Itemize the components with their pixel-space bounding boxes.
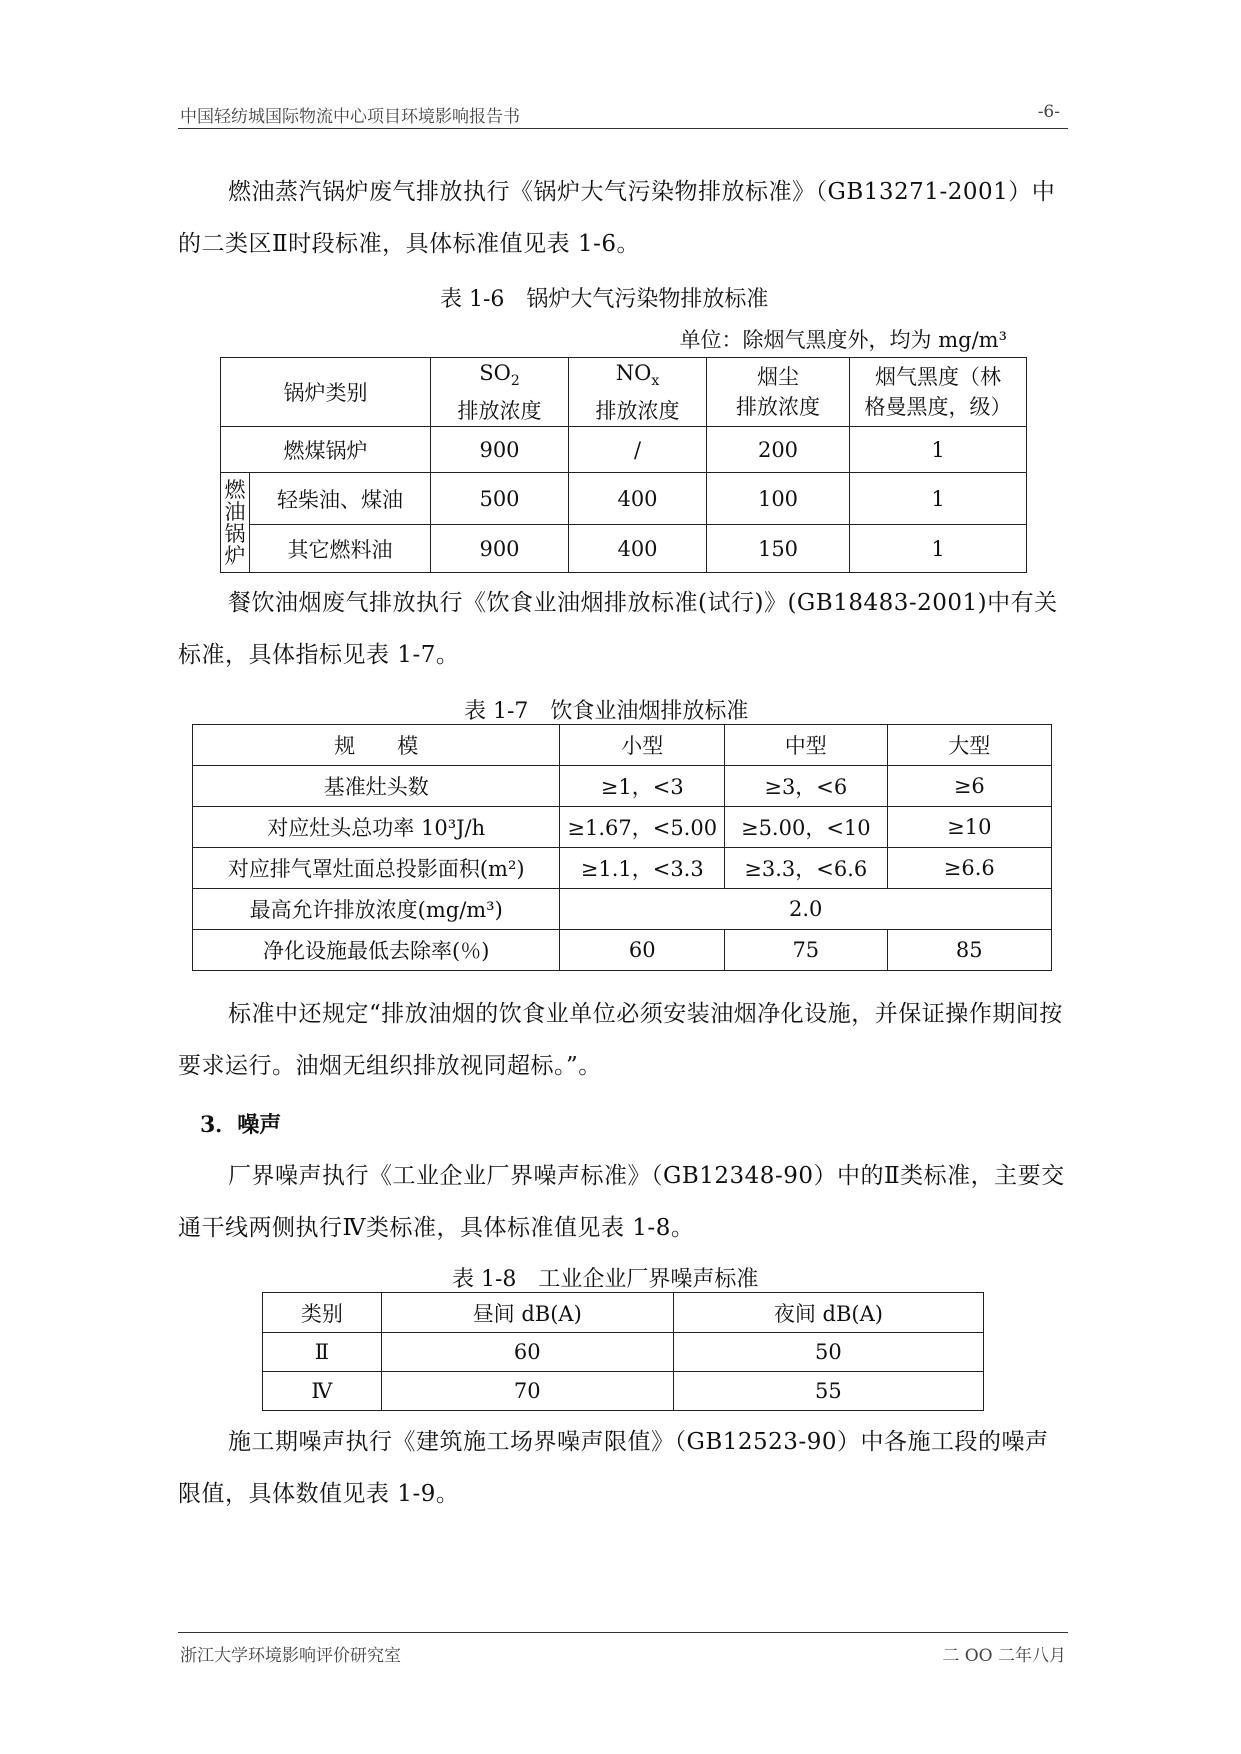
footer-date: 二 OO 二年八月 [942,1646,1066,1666]
table-1-8-caption: 表 1-8 工业企业厂界噪声标准 [452,1267,759,1292]
header-boiler-type: 锅炉类别 [221,358,431,427]
table-row [263,1372,984,1411]
row-label: 最高允许排放浓度(mg/m³) [193,889,560,930]
cell-medium: ≥3.3，<6.6 [725,848,888,889]
table-row [193,807,1052,848]
page-footer [178,1632,1068,1666]
cell-nox: / [569,427,707,473]
header-smoke-blackness: 烟气黑度（林 格曼黑度，级） [850,358,1027,427]
cell-medium: ≥3，<6 [725,766,888,807]
header-nighttime: 夜间 dB(A) [673,1293,983,1333]
cell-category: Ⅳ [263,1372,382,1411]
header-small: 小型 [560,725,725,766]
cell-small: ≥1.1，<3.3 [560,848,725,889]
paragraph-construction-noise: 施工期噪声执行《建筑施工场界噪声限值》（GB12523-90）中各施工段的噪声限值，具体数值见表 1-9。 [178,1429,1049,1507]
table-1-7-caption: 表 1-7 饮食业油烟排放标准 [464,699,749,724]
row-name: 燃煤锅炉 [221,427,431,473]
table-1-8 [262,1292,984,1411]
oil-boiler-group-label: 燃 油 锅 炉 [221,473,250,573]
cell-day: 70 [381,1372,673,1411]
cell-dust: 100 [707,473,850,525]
paragraph-boundary-noise: 厂界噪声执行《工业企业厂界噪声标准》（GB12348-90）中的Ⅱ类标准，主要交通干线两侧执行Ⅳ类标准，具体标准值见表 1-8。 [178,1163,1065,1241]
cell-black: 1 [850,525,1027,573]
cell-small: 60 [560,930,725,971]
cell-night: 55 [673,1372,983,1411]
header-large: 大型 [887,725,1051,766]
cell-medium: 75 [725,930,888,971]
cell-so2: 900 [431,427,569,473]
footer-organization: 浙江大学环境影响评价研究室 [180,1646,401,1666]
cell-large: ≥6 [887,766,1051,807]
table-row [221,525,1027,573]
cell-small: ≥1，<3 [560,766,725,807]
row-name: 其它燃料油 [250,525,431,573]
table-1-7-header-row [193,725,1052,766]
paragraph-cooking-fume: 餐饮油烟废气排放执行《饮食业油烟排放标准(试行)》(GB18483-2001)中有关标准，具体指标见表 1-7。 [178,590,1058,668]
row-label: 基准灶头数 [193,766,560,807]
row-label: 对应灶头总功率 10³J/h [193,807,560,848]
header-dust: 烟尘 排放浓度 [707,358,850,427]
page-header [178,96,1068,129]
cell-max-concentration: 2.0 [560,889,1052,930]
section-heading-noise: 3．噪声 [200,1112,282,1138]
header-category: 类别 [263,1293,382,1333]
cell-so2: 900 [431,525,569,573]
header-scale: 规 模 [193,725,560,766]
header-daytime: 昼间 dB(A) [381,1293,673,1333]
table-row [221,427,1027,473]
paragraph-standard-note: 标准中还规定“排放油烟的饮食业单位必须安装油烟净化设施，并保证操作期间按要求运行。油烟无组织排放视同超标。”。 [178,1001,1063,1079]
cell-so2: 500 [431,473,569,525]
table-row [221,473,1027,525]
table-row [193,848,1052,889]
page-number: -6- [1037,102,1060,122]
row-label: 对应排气罩灶面总投影面积(m²) [193,848,560,889]
table-1-6 [220,357,1027,573]
cell-large: 85 [887,930,1051,971]
table-1-7 [192,724,1052,971]
table-1-8-header-row [263,1293,984,1333]
cell-nox: 400 [569,525,707,573]
header-medium: 中型 [725,725,888,766]
cell-dust: 150 [707,525,850,573]
table-1-6-caption: 表 1-6 锅炉大气污染物排放标准 [440,287,769,312]
header-title: 中国轻纺城国际物流中心项目环境影响报告书 [180,107,520,127]
header-nox: $NO_x$ 排放浓度 [569,358,707,427]
table-row [193,889,1052,930]
table-1-6-header-row [221,358,1027,427]
paragraph-boiler-standard: 燃油蒸汽锅炉废气排放执行《锅炉大气污染物排放标准》（GB13271-2001）中的二类区Ⅱ时段标准，具体标准值见表 1-6。 [178,179,1056,257]
row-label: 净化设施最低去除率(％) [193,930,560,971]
header-so2: $SO_2$ 排放浓度 [431,358,569,427]
cell-medium: ≥5.00，<10 [725,807,888,848]
cell-day: 60 [381,1333,673,1372]
cell-large: ≥6.6 [887,848,1051,889]
cell-black: 1 [850,473,1027,525]
cell-category: Ⅱ [263,1333,382,1372]
cell-large: ≥10 [887,807,1051,848]
cell-dust: 200 [707,427,850,473]
table-row [263,1333,984,1372]
row-name: 轻柴油、煤油 [250,473,431,525]
cell-nox: 400 [569,473,707,525]
table-row [193,930,1052,971]
table-1-6-unit-note: 单位：除烟气黑度外，均为 mg/m³ [679,328,1007,352]
table-row [193,766,1052,807]
cell-small: ≥1.67，<5.00 [560,807,725,848]
cell-night: 50 [673,1333,983,1372]
cell-black: 1 [850,427,1027,473]
